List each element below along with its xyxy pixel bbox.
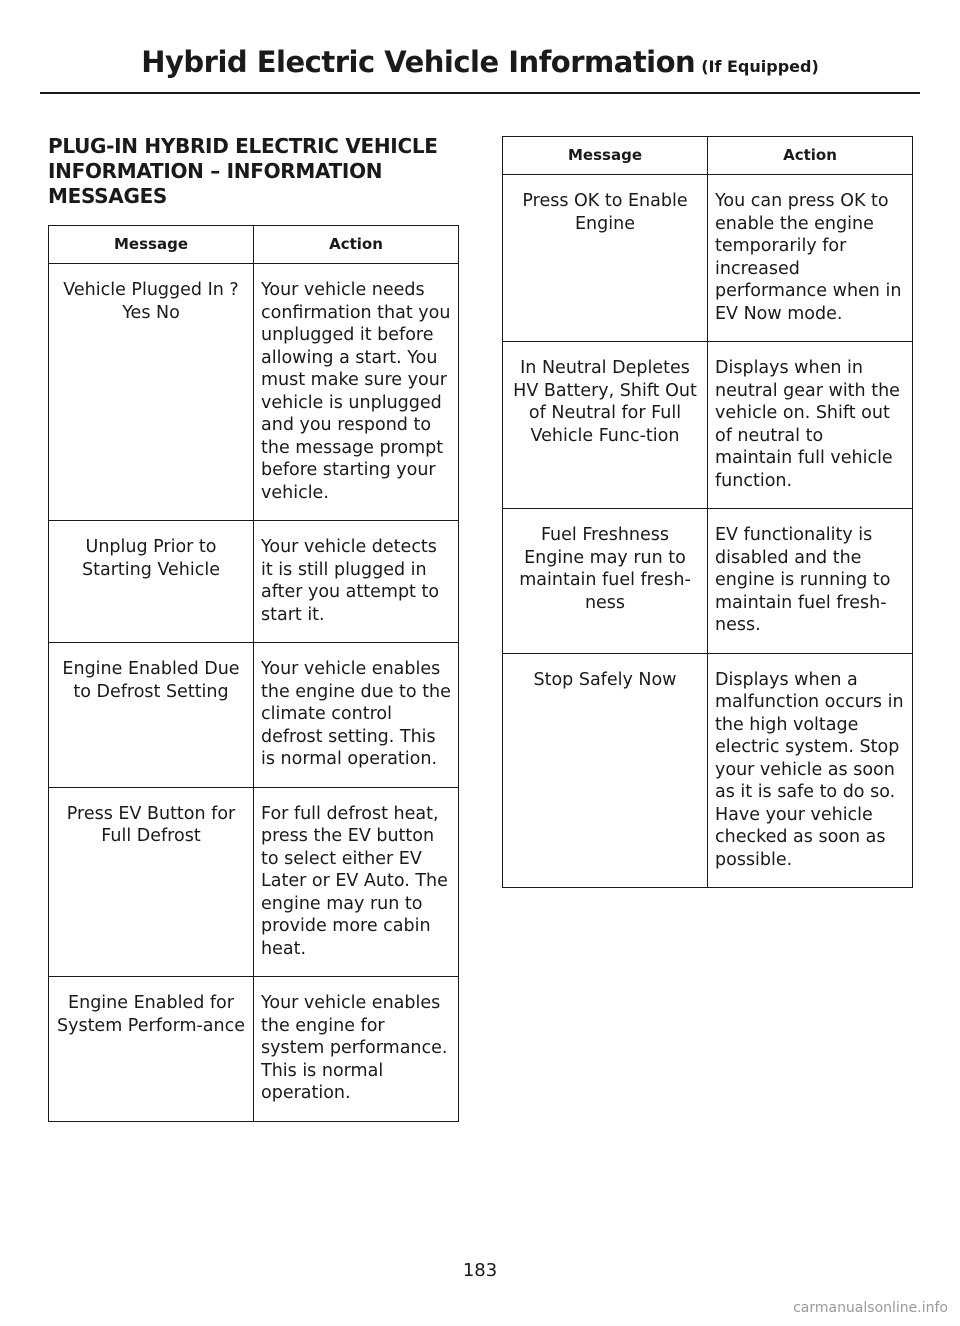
action-cell: Displays when a malfunction occurs in the high voltage electric system. Stop your vehicle as soon as it is safe to do so. Have your vehicle checked as soon as possible. — [708, 653, 913, 888]
message-cell: Fuel Freshness Engine may run to maintain fuel fresh-ness — [503, 509, 708, 654]
header-title: Hybrid Electric Vehicle Information — [141, 45, 696, 79]
page-number: 183 — [462, 1260, 498, 1281]
action-cell: You can press OK to enable the engine temporarily for increased performance when in EV Now mode. — [708, 175, 913, 342]
message-cell: Press EV Button for Full Defrost — [49, 787, 254, 977]
watermark: carmanualsonline.info — [793, 1300, 948, 1316]
column-header-action: Action — [254, 226, 459, 264]
section-heading: PLUG-IN HYBRID ELECTRIC VEHICLE INFORMATION – INFORMATION MESSAGES — [48, 134, 438, 208]
table-row — [503, 509, 913, 654]
table-header-row — [503, 137, 913, 175]
action-cell: EV functionality is disabled and the engine is running to maintain fuel fresh-ness. — [708, 509, 913, 654]
table-row — [49, 643, 459, 788]
table-row — [49, 521, 459, 643]
table-row — [49, 787, 459, 977]
table-row — [503, 653, 913, 888]
message-cell: Vehicle Plugged In ? Yes No — [49, 264, 254, 521]
right-message-table — [502, 136, 913, 888]
message-cell: Engine Enabled Due to Defrost Setting — [49, 643, 254, 788]
column-header-message: Message — [49, 226, 254, 264]
message-cell: Stop Safely Now — [503, 653, 708, 888]
message-cell: Engine Enabled for System Perform-ance — [49, 977, 254, 1122]
table-row — [49, 977, 459, 1122]
page-header — [40, 40, 920, 94]
action-cell: Your vehicle detects it is still plugged in after you attempt to start it. — [254, 521, 459, 643]
message-cell: Press OK to Enable Engine — [503, 175, 708, 342]
action-cell: Your vehicle enables the engine due to the climate control defrost setting. This is normal operation. — [254, 643, 459, 788]
column-header-message: Message — [503, 137, 708, 175]
header-subtitle: (If Equipped) — [701, 57, 819, 76]
action-cell: Your vehicle needs confirmation that you unplugged it before allowing a start. You must make sure your vehicle is unplugged and you respond to the message prompt before starting your vehicle. — [254, 264, 459, 521]
column-header-action: Action — [708, 137, 913, 175]
action-cell: For full defrost heat, press the EV button to select either EV Later or EV Auto. The engine may run to provide more cabin heat. — [254, 787, 459, 977]
table-row — [503, 175, 913, 342]
table-row — [503, 342, 913, 509]
table-row — [49, 264, 459, 521]
message-cell: Unplug Prior to Starting Vehicle — [49, 521, 254, 643]
left-message-table — [48, 225, 459, 1122]
message-cell: In Neutral Depletes HV Battery, Shift Out of Neutral for Full Vehicle Func-tion — [503, 342, 708, 509]
action-cell: Your vehicle enables the engine for system performance. This is normal operation. — [254, 977, 459, 1122]
action-cell: Displays when in neutral gear with the vehicle on. Shift out of neutral to maintain full vehicle function. — [708, 342, 913, 509]
table-header-row — [49, 226, 459, 264]
